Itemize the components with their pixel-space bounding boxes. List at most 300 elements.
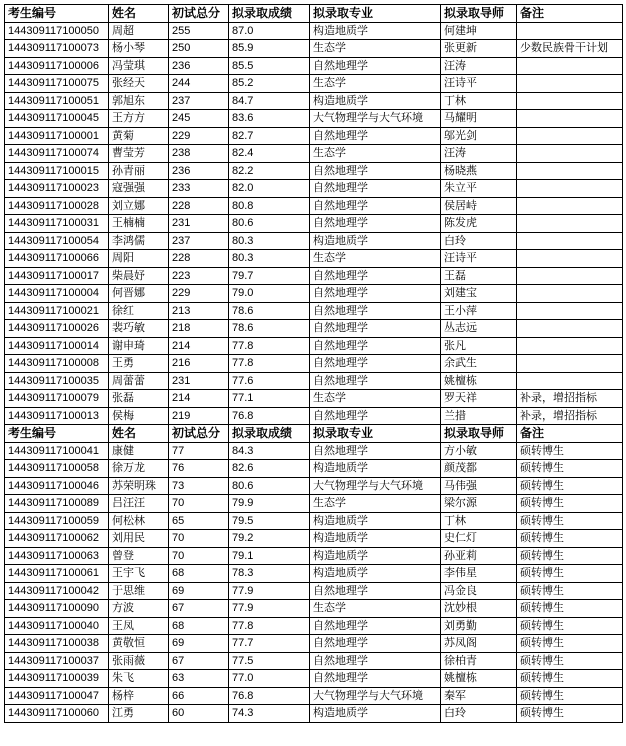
- candidate-id-cell: 144309117100023: [5, 180, 109, 198]
- table-row: [5, 22, 623, 40]
- remarks-cell: [517, 180, 623, 198]
- table-row: [5, 705, 623, 723]
- initial-score-cell: 229: [169, 127, 229, 145]
- admission-score-cell: 79.7: [229, 267, 310, 285]
- initial-score-cell: 67: [169, 600, 229, 618]
- major-cell: 自然地理学: [310, 285, 441, 303]
- remarks-cell: [517, 267, 623, 285]
- table-row: [5, 250, 623, 268]
- initial-score-cell: 214: [169, 390, 229, 408]
- admission-score-cell: 77.9: [229, 600, 310, 618]
- initial-score-cell: 76: [169, 460, 229, 478]
- admission-score-cell: 77.7: [229, 635, 310, 653]
- candidate-id-cell: 144309117100046: [5, 477, 109, 495]
- table-row: [5, 687, 623, 705]
- supervisor-cell: 丁林: [441, 92, 517, 110]
- name-cell: 李鸿儒: [109, 232, 169, 250]
- table-row: [5, 635, 623, 653]
- remarks-cell: 硕转博生: [517, 705, 623, 723]
- admission-score-cell: 77.8: [229, 617, 310, 635]
- remarks-cell: [517, 285, 623, 303]
- remarks-cell: [517, 145, 623, 163]
- major-cell: 自然地理学: [310, 180, 441, 198]
- name-cell: 刘用民: [109, 530, 169, 548]
- name-cell: 黄菊: [109, 127, 169, 145]
- remarks-cell: [517, 92, 623, 110]
- supervisor-cell: 王小萍: [441, 302, 517, 320]
- name-cell: 方波: [109, 600, 169, 618]
- initial-score-cell: 255: [169, 22, 229, 40]
- major-cell: 生态学: [310, 40, 441, 58]
- header-major: 拟录取专业: [310, 425, 441, 443]
- admission-score-cell: 80.6: [229, 477, 310, 495]
- major-cell: 构造地质学: [310, 705, 441, 723]
- table-row: [5, 110, 623, 128]
- name-cell: 康健: [109, 442, 169, 460]
- table-row: [5, 92, 623, 110]
- initial-score-cell: 69: [169, 635, 229, 653]
- supervisor-cell: 方小敏: [441, 442, 517, 460]
- initial-score-cell: 238: [169, 145, 229, 163]
- candidate-id-cell: 144309117100079: [5, 390, 109, 408]
- name-cell: 孙青丽: [109, 162, 169, 180]
- header-candidate-id: 考生编号: [5, 425, 109, 443]
- admission-score-cell: 77.8: [229, 355, 310, 373]
- candidate-id-cell: 144309117100004: [5, 285, 109, 303]
- initial-score-cell: 213: [169, 302, 229, 320]
- initial-score-cell: 236: [169, 162, 229, 180]
- supervisor-cell: 何建坤: [441, 22, 517, 40]
- admission-score-cell: 77.1: [229, 390, 310, 408]
- candidate-id-cell: 144309117100037: [5, 652, 109, 670]
- admission-score-cell: 77.5: [229, 652, 310, 670]
- major-cell: 自然地理学: [310, 127, 441, 145]
- major-cell: 生态学: [310, 495, 441, 513]
- table-row: [5, 337, 623, 355]
- table-row: [5, 232, 623, 250]
- supervisor-cell: 丁林: [441, 512, 517, 530]
- supervisor-cell: 白玲: [441, 232, 517, 250]
- header-candidate-id: 考生编号: [5, 5, 109, 23]
- name-cell: 裴巧敏: [109, 320, 169, 338]
- table-row: [5, 215, 623, 233]
- supervisor-cell: 姚檀栋: [441, 670, 517, 688]
- section2-header-row: [5, 425, 623, 443]
- remarks-cell: [517, 337, 623, 355]
- table-row: [5, 180, 623, 198]
- table-row: [5, 547, 623, 565]
- admission-score-cell: 79.9: [229, 495, 310, 513]
- supervisor-cell: 丛志远: [441, 320, 517, 338]
- major-cell: 自然地理学: [310, 267, 441, 285]
- major-cell: 自然地理学: [310, 302, 441, 320]
- table-row: [5, 477, 623, 495]
- remarks-cell: 硕转博生: [517, 600, 623, 618]
- supervisor-cell: 汪涛: [441, 145, 517, 163]
- header-remarks: 备注: [517, 425, 623, 443]
- supervisor-cell: 张凡: [441, 337, 517, 355]
- supervisor-cell: 白玲: [441, 705, 517, 723]
- table-row: [5, 57, 623, 75]
- table-row: [5, 372, 623, 390]
- admission-score-cell: 77.9: [229, 582, 310, 600]
- admission-score-cell: 79.0: [229, 285, 310, 303]
- supervisor-cell: 兰措: [441, 407, 517, 425]
- remarks-cell: 硕转博生: [517, 565, 623, 583]
- remarks-cell: [517, 372, 623, 390]
- supervisor-cell: 徐柏青: [441, 652, 517, 670]
- name-cell: 侯梅: [109, 407, 169, 425]
- candidate-id-cell: 144309117100073: [5, 40, 109, 58]
- admission-score-cell: 85.2: [229, 75, 310, 93]
- major-cell: 构造地质学: [310, 565, 441, 583]
- candidate-id-cell: 144309117100008: [5, 355, 109, 373]
- name-cell: 徐万龙: [109, 460, 169, 478]
- supervisor-cell: 苏凤阁: [441, 635, 517, 653]
- admission-score-cell: 85.5: [229, 57, 310, 75]
- candidate-id-cell: 144309117100047: [5, 687, 109, 705]
- table-row: [5, 197, 623, 215]
- supervisor-cell: 陈发虎: [441, 215, 517, 233]
- major-cell: 生态学: [310, 145, 441, 163]
- candidate-id-cell: 144309117100028: [5, 197, 109, 215]
- name-cell: 何松林: [109, 512, 169, 530]
- table-row: [5, 285, 623, 303]
- name-cell: 王凤: [109, 617, 169, 635]
- name-cell: 黄敬恒: [109, 635, 169, 653]
- candidate-id-cell: 144309117100050: [5, 22, 109, 40]
- remarks-cell: [517, 197, 623, 215]
- table-row: [5, 600, 623, 618]
- supervisor-cell: 秦军: [441, 687, 517, 705]
- admission-score-cell: 74.3: [229, 705, 310, 723]
- initial-score-cell: 69: [169, 582, 229, 600]
- header-initial-score: 初试总分: [169, 425, 229, 443]
- name-cell: 王勇: [109, 355, 169, 373]
- header-name: 姓名: [109, 425, 169, 443]
- remarks-cell: 补录，增招指标: [517, 390, 623, 408]
- table-row: [5, 617, 623, 635]
- initial-score-cell: 66: [169, 687, 229, 705]
- supervisor-cell: 姚檀栋: [441, 372, 517, 390]
- table-row: [5, 652, 623, 670]
- major-cell: 构造地质学: [310, 22, 441, 40]
- supervisor-cell: 史仁灯: [441, 530, 517, 548]
- initial-score-cell: 223: [169, 267, 229, 285]
- major-cell: 大气物理学与大气环境: [310, 477, 441, 495]
- name-cell: 张经天: [109, 75, 169, 93]
- admission-score-cell: 77.0: [229, 670, 310, 688]
- supervisor-cell: 汪涛: [441, 57, 517, 75]
- header-supervisor: 拟录取导师: [441, 5, 517, 23]
- remarks-cell: 硕转博生: [517, 670, 623, 688]
- supervisor-cell: 罗天祥: [441, 390, 517, 408]
- table-row: [5, 512, 623, 530]
- initial-score-cell: 231: [169, 372, 229, 390]
- major-cell: 大气物理学与大气环境: [310, 110, 441, 128]
- initial-score-cell: 67: [169, 652, 229, 670]
- major-cell: 构造地质学: [310, 530, 441, 548]
- initial-score-cell: 237: [169, 232, 229, 250]
- supervisor-cell: 沈妙根: [441, 600, 517, 618]
- major-cell: 构造地质学: [310, 547, 441, 565]
- name-cell: 冯莹琪: [109, 57, 169, 75]
- initial-score-cell: 233: [169, 180, 229, 198]
- initial-score-cell: 70: [169, 495, 229, 513]
- remarks-cell: [517, 302, 623, 320]
- remarks-cell: [517, 57, 623, 75]
- header-major: 拟录取专业: [310, 5, 441, 23]
- initial-score-cell: 216: [169, 355, 229, 373]
- name-cell: 曹莹芳: [109, 145, 169, 163]
- candidate-id-cell: 144309117100061: [5, 565, 109, 583]
- major-cell: 自然地理学: [310, 372, 441, 390]
- name-cell: 王方方: [109, 110, 169, 128]
- initial-score-cell: 231: [169, 215, 229, 233]
- supervisor-cell: 冯金良: [441, 582, 517, 600]
- name-cell: 周阳: [109, 250, 169, 268]
- name-cell: 寇强强: [109, 180, 169, 198]
- header-remarks: 备注: [517, 5, 623, 23]
- table-row: [5, 320, 623, 338]
- admission-score-cell: 79.5: [229, 512, 310, 530]
- candidate-id-cell: 144309117100089: [5, 495, 109, 513]
- remarks-cell: [517, 320, 623, 338]
- admission-score-cell: 79.2: [229, 530, 310, 548]
- initial-score-cell: 250: [169, 40, 229, 58]
- remarks-cell: 硕转博生: [517, 617, 623, 635]
- supervisor-cell: 邬光剑: [441, 127, 517, 145]
- name-cell: 于思维: [109, 582, 169, 600]
- admission-score-cell: 80.8: [229, 197, 310, 215]
- major-cell: 大气物理学与大气环境: [310, 687, 441, 705]
- supervisor-cell: 汪诗平: [441, 75, 517, 93]
- supervisor-cell: 侯居峙: [441, 197, 517, 215]
- major-cell: 构造地质学: [310, 232, 441, 250]
- candidate-id-cell: 144309117100026: [5, 320, 109, 338]
- remarks-cell: 硕转博生: [517, 635, 623, 653]
- admission-score-cell: 82.4: [229, 145, 310, 163]
- name-cell: 张磊: [109, 390, 169, 408]
- initial-score-cell: 77: [169, 442, 229, 460]
- name-cell: 曾登: [109, 547, 169, 565]
- remarks-cell: 补录，增招指标: [517, 407, 623, 425]
- major-cell: 构造地质学: [310, 92, 441, 110]
- candidate-id-cell: 144309117100042: [5, 582, 109, 600]
- table-row: [5, 127, 623, 145]
- name-cell: 朱飞: [109, 670, 169, 688]
- candidate-id-cell: 144309117100060: [5, 705, 109, 723]
- remarks-cell: 硕转博生: [517, 460, 623, 478]
- table-row: [5, 495, 623, 513]
- initial-score-cell: 68: [169, 565, 229, 583]
- table-row: [5, 390, 623, 408]
- admission-score-cell: 82.6: [229, 460, 310, 478]
- supervisor-cell: 李伟星: [441, 565, 517, 583]
- header-name: 姓名: [109, 5, 169, 23]
- admission-score-cell: 78.6: [229, 320, 310, 338]
- initial-score-cell: 214: [169, 337, 229, 355]
- admission-score-cell: 84.3: [229, 442, 310, 460]
- candidate-id-cell: 144309117100041: [5, 442, 109, 460]
- initial-score-cell: 70: [169, 530, 229, 548]
- table-row: [5, 162, 623, 180]
- remarks-cell: [517, 110, 623, 128]
- candidate-id-cell: 144309117100017: [5, 267, 109, 285]
- initial-score-cell: 236: [169, 57, 229, 75]
- name-cell: 谢申琦: [109, 337, 169, 355]
- major-cell: 自然地理学: [310, 320, 441, 338]
- initial-score-cell: 218: [169, 320, 229, 338]
- remarks-cell: 少数民族骨干计划: [517, 40, 623, 58]
- name-cell: 江勇: [109, 705, 169, 723]
- major-cell: 自然地理学: [310, 355, 441, 373]
- admission-score-cell: 84.7: [229, 92, 310, 110]
- remarks-cell: 硕转博生: [517, 512, 623, 530]
- initial-score-cell: 219: [169, 407, 229, 425]
- initial-score-cell: 65: [169, 512, 229, 530]
- name-cell: 张雨薇: [109, 652, 169, 670]
- name-cell: 王宇飞: [109, 565, 169, 583]
- remarks-cell: 硕转博生: [517, 687, 623, 705]
- name-cell: 郭旭东: [109, 92, 169, 110]
- candidate-id-cell: 144309117100006: [5, 57, 109, 75]
- major-cell: 构造地质学: [310, 512, 441, 530]
- supervisor-cell: 刘勇勤: [441, 617, 517, 635]
- table-row: [5, 355, 623, 373]
- candidate-id-cell: 144309117100038: [5, 635, 109, 653]
- major-cell: 自然地理学: [310, 652, 441, 670]
- remarks-cell: [517, 22, 623, 40]
- remarks-cell: 硕转博生: [517, 547, 623, 565]
- candidate-id-cell: 144309117100058: [5, 460, 109, 478]
- header-admission-score: 拟录取成绩: [229, 425, 310, 443]
- remarks-cell: 硕转博生: [517, 477, 623, 495]
- name-cell: 何晋娜: [109, 285, 169, 303]
- remarks-cell: 硕转博生: [517, 442, 623, 460]
- name-cell: 徐红: [109, 302, 169, 320]
- name-cell: 周蕾蕾: [109, 372, 169, 390]
- candidate-id-cell: 144309117100001: [5, 127, 109, 145]
- table-row: [5, 40, 623, 58]
- candidate-id-cell: 144309117100040: [5, 617, 109, 635]
- table-row: [5, 565, 623, 583]
- initial-score-cell: 244: [169, 75, 229, 93]
- admission-score-cell: 78.6: [229, 302, 310, 320]
- admission-score-cell: 77.6: [229, 372, 310, 390]
- table-row: [5, 302, 623, 320]
- remarks-cell: [517, 127, 623, 145]
- candidate-id-cell: 144309117100063: [5, 547, 109, 565]
- remarks-cell: [517, 162, 623, 180]
- remarks-cell: [517, 215, 623, 233]
- supervisor-cell: 王磊: [441, 267, 517, 285]
- major-cell: 自然地理学: [310, 215, 441, 233]
- admission-score-cell: 78.3: [229, 565, 310, 583]
- major-cell: 自然地理学: [310, 407, 441, 425]
- name-cell: 杨梓: [109, 687, 169, 705]
- supervisor-cell: 梁尔源: [441, 495, 517, 513]
- remarks-cell: [517, 250, 623, 268]
- initial-score-cell: 237: [169, 92, 229, 110]
- name-cell: 柴晨妤: [109, 267, 169, 285]
- candidate-id-cell: 144309117100021: [5, 302, 109, 320]
- admission-score-cell: 80.6: [229, 215, 310, 233]
- remarks-cell: 硕转博生: [517, 530, 623, 548]
- remarks-cell: 硕转博生: [517, 652, 623, 670]
- admission-table: [4, 4, 623, 723]
- name-cell: 吕汪汪: [109, 495, 169, 513]
- initial-score-cell: 73: [169, 477, 229, 495]
- admission-score-cell: 82.7: [229, 127, 310, 145]
- candidate-id-cell: 144309117100062: [5, 530, 109, 548]
- supervisor-cell: 颜茂都: [441, 460, 517, 478]
- remarks-cell: 硕转博生: [517, 495, 623, 513]
- major-cell: 生态学: [310, 250, 441, 268]
- candidate-id-cell: 144309117100039: [5, 670, 109, 688]
- candidate-id-cell: 144309117100090: [5, 600, 109, 618]
- table-row: [5, 442, 623, 460]
- admission-score-cell: 77.8: [229, 337, 310, 355]
- admission-score-cell: 82.2: [229, 162, 310, 180]
- name-cell: 杨小琴: [109, 40, 169, 58]
- admission-score-cell: 82.0: [229, 180, 310, 198]
- major-cell: 自然地理学: [310, 162, 441, 180]
- table-row: [5, 407, 623, 425]
- candidate-id-cell: 144309117100014: [5, 337, 109, 355]
- admission-score-cell: 79.1: [229, 547, 310, 565]
- candidate-id-cell: 144309117100066: [5, 250, 109, 268]
- major-cell: 构造地质学: [310, 460, 441, 478]
- admission-score-cell: 76.8: [229, 687, 310, 705]
- candidate-id-cell: 144309117100013: [5, 407, 109, 425]
- initial-score-cell: 228: [169, 250, 229, 268]
- supervisor-cell: 马耀明: [441, 110, 517, 128]
- major-cell: 自然地理学: [310, 617, 441, 635]
- major-cell: 自然地理学: [310, 337, 441, 355]
- initial-score-cell: 70: [169, 547, 229, 565]
- header-supervisor: 拟录取导师: [441, 425, 517, 443]
- admission-score-cell: 80.3: [229, 250, 310, 268]
- initial-score-cell: 245: [169, 110, 229, 128]
- supervisor-cell: 马伟强: [441, 477, 517, 495]
- admission-score-cell: 87.0: [229, 22, 310, 40]
- admission-score-cell: 76.8: [229, 407, 310, 425]
- table-row: [5, 267, 623, 285]
- initial-score-cell: 229: [169, 285, 229, 303]
- remarks-cell: [517, 75, 623, 93]
- name-cell: 王楠楠: [109, 215, 169, 233]
- table-row: [5, 582, 623, 600]
- candidate-id-cell: 144309117100054: [5, 232, 109, 250]
- name-cell: 苏荣明珠: [109, 477, 169, 495]
- candidate-id-cell: 144309117100075: [5, 75, 109, 93]
- admission-score-cell: 80.3: [229, 232, 310, 250]
- admission-score-cell: 83.6: [229, 110, 310, 128]
- remarks-cell: [517, 355, 623, 373]
- admission-score-cell: 85.9: [229, 40, 310, 58]
- major-cell: 生态学: [310, 75, 441, 93]
- major-cell: 自然地理学: [310, 57, 441, 75]
- initial-score-cell: 63: [169, 670, 229, 688]
- candidate-id-cell: 144309117100059: [5, 512, 109, 530]
- major-cell: 生态学: [310, 600, 441, 618]
- table-row: [5, 460, 623, 478]
- major-cell: 自然地理学: [310, 442, 441, 460]
- supervisor-cell: 杨晓燕: [441, 162, 517, 180]
- table-row: [5, 670, 623, 688]
- header-initial-score: 初试总分: [169, 5, 229, 23]
